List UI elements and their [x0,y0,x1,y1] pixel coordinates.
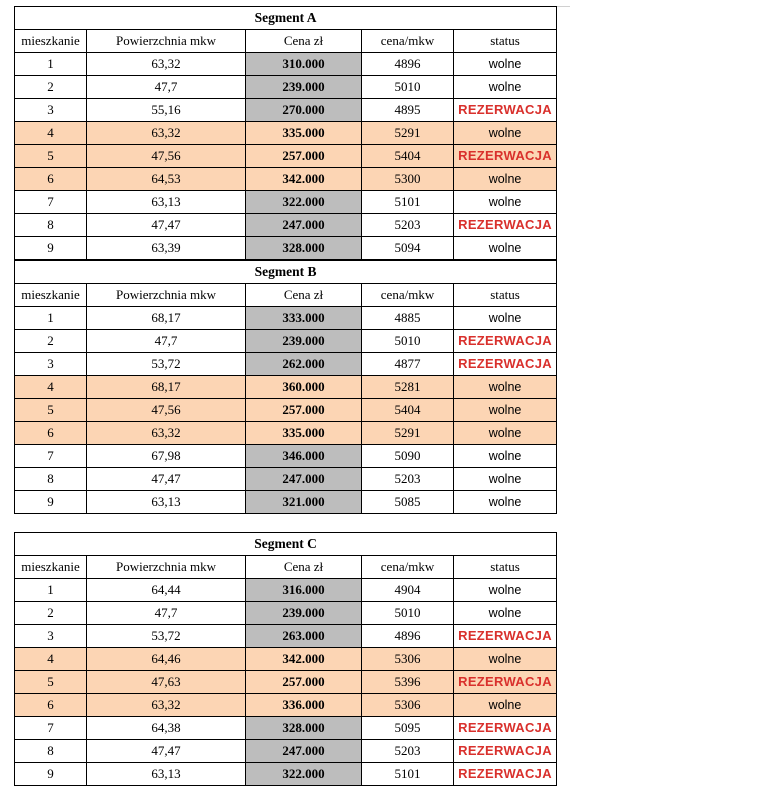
cell-status: wolne [454,76,557,99]
cell-area: 63,13 [87,191,246,214]
cell-price-per-m2: 5306 [362,694,454,717]
cell-number: 3 [15,99,87,122]
header-mieszkanie: mieszkanie [15,284,87,307]
cell-status: wolne [454,122,557,145]
cell-number: 7 [15,717,87,740]
cell-status: REZERWACJA [454,671,557,694]
header-price: Cena zł [246,30,362,53]
cell-price: 239.000 [246,330,362,353]
cell-area: 47,56 [87,145,246,168]
cell-area: 47,47 [87,740,246,763]
cell-area: 63,39 [87,237,246,260]
cell-number: 5 [15,671,87,694]
table-row [15,376,557,399]
table-row [15,99,557,122]
cell-price: 247.000 [246,468,362,491]
cell-area: 63,32 [87,422,246,445]
cell-price: 316.000 [246,579,362,602]
cell-price: 322.000 [246,763,362,786]
cell-price: 257.000 [246,399,362,422]
cell-price: 333.000 [246,307,362,330]
cell-price: 328.000 [246,717,362,740]
cell-price-per-m2: 5085 [362,491,454,514]
cell-price: 346.000 [246,445,362,468]
cell-number: 5 [15,145,87,168]
segment-c-section [14,532,556,786]
header-price: Cena zł [246,284,362,307]
cell-number: 1 [15,307,87,330]
header-mieszkanie: mieszkanie [15,556,87,579]
cell-number: 2 [15,602,87,625]
cell-area: 53,72 [87,625,246,648]
segment-title: Segment C [15,533,557,556]
cell-status: REZERWACJA [454,99,557,122]
cell-price: 335.000 [246,422,362,445]
segment-table [14,260,557,514]
segment-a-section [14,6,556,260]
table-row [15,399,557,422]
table-row [15,671,557,694]
cell-price-per-m2: 5404 [362,399,454,422]
cell-price-per-m2: 5306 [362,648,454,671]
cell-status: wolne [454,191,557,214]
cell-price-per-m2: 5010 [362,76,454,99]
cell-price: 322.000 [246,191,362,214]
cell-price: 321.000 [246,491,362,514]
cell-number: 5 [15,399,87,422]
cell-area: 47,56 [87,399,246,422]
table-row [15,307,557,330]
table-row [15,602,557,625]
cell-area: 55,16 [87,99,246,122]
table-row [15,168,557,191]
table-row [15,145,557,168]
cell-status: wolne [454,168,557,191]
cell-price: 247.000 [246,214,362,237]
cell-status: wolne [454,648,557,671]
cell-price: 262.000 [246,353,362,376]
cell-area: 53,72 [87,353,246,376]
header-price-per-m2: cena/mkw [362,284,454,307]
cell-number: 2 [15,330,87,353]
cell-price: 257.000 [246,145,362,168]
segment-title: Segment A [15,7,557,30]
cell-price-per-m2: 5095 [362,717,454,740]
cell-number: 1 [15,579,87,602]
cell-price-per-m2: 4885 [362,307,454,330]
header-status: status [454,30,557,53]
cell-area: 63,32 [87,53,246,76]
cell-price-per-m2: 5396 [362,671,454,694]
header-price: Cena zł [246,556,362,579]
cell-price-per-m2: 4896 [362,53,454,76]
cell-number: 8 [15,468,87,491]
cell-area: 68,17 [87,307,246,330]
table-row [15,237,557,260]
cell-price-per-m2: 5203 [362,740,454,763]
cell-price-per-m2: 5101 [362,763,454,786]
cell-price-per-m2: 5404 [362,145,454,168]
cell-status: wolne [454,694,557,717]
cell-price-per-m2: 5300 [362,168,454,191]
cell-price: 360.000 [246,376,362,399]
cell-price-per-m2: 4877 [362,353,454,376]
cell-price: 247.000 [246,740,362,763]
cell-number: 9 [15,237,87,260]
cell-price-per-m2: 5291 [362,422,454,445]
cell-number: 3 [15,625,87,648]
table-row [15,579,557,602]
cell-status: REZERWACJA [454,717,557,740]
cell-price: 342.000 [246,168,362,191]
cell-status: wolne [454,376,557,399]
cell-price: 239.000 [246,602,362,625]
cell-price-per-m2: 5203 [362,468,454,491]
cell-price: 310.000 [246,53,362,76]
cell-status: wolne [454,399,557,422]
table-row [15,53,557,76]
cell-status: REZERWACJA [454,145,557,168]
cell-number: 4 [15,648,87,671]
table-row [15,76,557,99]
table-row [15,445,557,468]
cell-price-per-m2: 4896 [362,625,454,648]
segment-table [14,532,557,786]
cell-area: 47,7 [87,330,246,353]
cell-status: wolne [454,237,557,260]
cell-status: wolne [454,445,557,468]
header-row [15,556,557,579]
segment-title: Segment B [15,261,557,284]
cell-price: 257.000 [246,671,362,694]
header-status: status [454,556,557,579]
cell-status: REZERWACJA [454,763,557,786]
cell-price: 239.000 [246,76,362,99]
cell-status: wolne [454,579,557,602]
cell-price-per-m2: 5281 [362,376,454,399]
header-area: Powierzchnia mkw [87,30,246,53]
cell-price: 342.000 [246,648,362,671]
cell-area: 68,17 [87,376,246,399]
cell-status: REZERWACJA [454,214,557,237]
segment-title-row [15,533,557,556]
segment-table [14,6,557,260]
table-row [15,422,557,445]
table-row [15,625,557,648]
cell-number: 3 [15,353,87,376]
table-row [15,468,557,491]
header-mieszkanie: mieszkanie [15,30,87,53]
cell-price-per-m2: 5291 [362,122,454,145]
table-row [15,648,557,671]
cell-status: REZERWACJA [454,625,557,648]
cell-price: 336.000 [246,694,362,717]
cell-status: wolne [454,468,557,491]
cell-price: 328.000 [246,237,362,260]
cell-number: 4 [15,376,87,399]
cell-status: wolne [454,53,557,76]
table-row [15,717,557,740]
cell-number: 8 [15,214,87,237]
header-status: status [454,284,557,307]
cell-area: 63,13 [87,491,246,514]
cell-area: 47,47 [87,214,246,237]
table-row [15,763,557,786]
table-row [15,694,557,717]
cell-number: 7 [15,191,87,214]
table-row [15,330,557,353]
header-price-per-m2: cena/mkw [362,556,454,579]
cell-area: 63,32 [87,694,246,717]
table-row [15,353,557,376]
cell-price: 335.000 [246,122,362,145]
header-price-per-m2: cena/mkw [362,30,454,53]
cell-price-per-m2: 4904 [362,579,454,602]
cell-price-per-m2: 5203 [362,214,454,237]
cell-price-per-m2: 5090 [362,445,454,468]
table-row [15,740,557,763]
cell-number: 9 [15,491,87,514]
cell-number: 9 [15,763,87,786]
table-row [15,491,557,514]
cell-status: REZERWACJA [454,330,557,353]
table-row [15,122,557,145]
cell-status: wolne [454,602,557,625]
cell-area: 64,53 [87,168,246,191]
cell-price-per-m2: 4895 [362,99,454,122]
segment-title-row [15,261,557,284]
cell-area: 47,47 [87,468,246,491]
cell-number: 6 [15,168,87,191]
cell-number: 7 [15,445,87,468]
header-area: Powierzchnia mkw [87,556,246,579]
cell-status: REZERWACJA [454,353,557,376]
cell-area: 64,38 [87,717,246,740]
cell-number: 4 [15,122,87,145]
cell-status: REZERWACJA [454,740,557,763]
segment-title-row [15,7,557,30]
cell-price: 263.000 [246,625,362,648]
cell-price-per-m2: 5010 [362,330,454,353]
cell-area: 63,32 [87,122,246,145]
cell-number: 2 [15,76,87,99]
cell-number: 6 [15,422,87,445]
header-area: Powierzchnia mkw [87,284,246,307]
segment-b-section [14,260,556,514]
cell-status: wolne [454,307,557,330]
cell-area: 47,63 [87,671,246,694]
cell-area: 47,7 [87,602,246,625]
cell-area: 63,13 [87,763,246,786]
table-row [15,214,557,237]
header-row [15,30,557,53]
cell-price-per-m2: 5010 [362,602,454,625]
cell-number: 6 [15,694,87,717]
cell-number: 8 [15,740,87,763]
header-row [15,284,557,307]
cell-price: 270.000 [246,99,362,122]
cell-area: 64,44 [87,579,246,602]
cell-status: wolne [454,422,557,445]
table-row [15,191,557,214]
cell-status: wolne [454,491,557,514]
cell-number: 1 [15,53,87,76]
cell-price-per-m2: 5094 [362,237,454,260]
cell-area: 67,98 [87,445,246,468]
cell-price-per-m2: 5101 [362,191,454,214]
cell-area: 47,7 [87,76,246,99]
cell-area: 64,46 [87,648,246,671]
